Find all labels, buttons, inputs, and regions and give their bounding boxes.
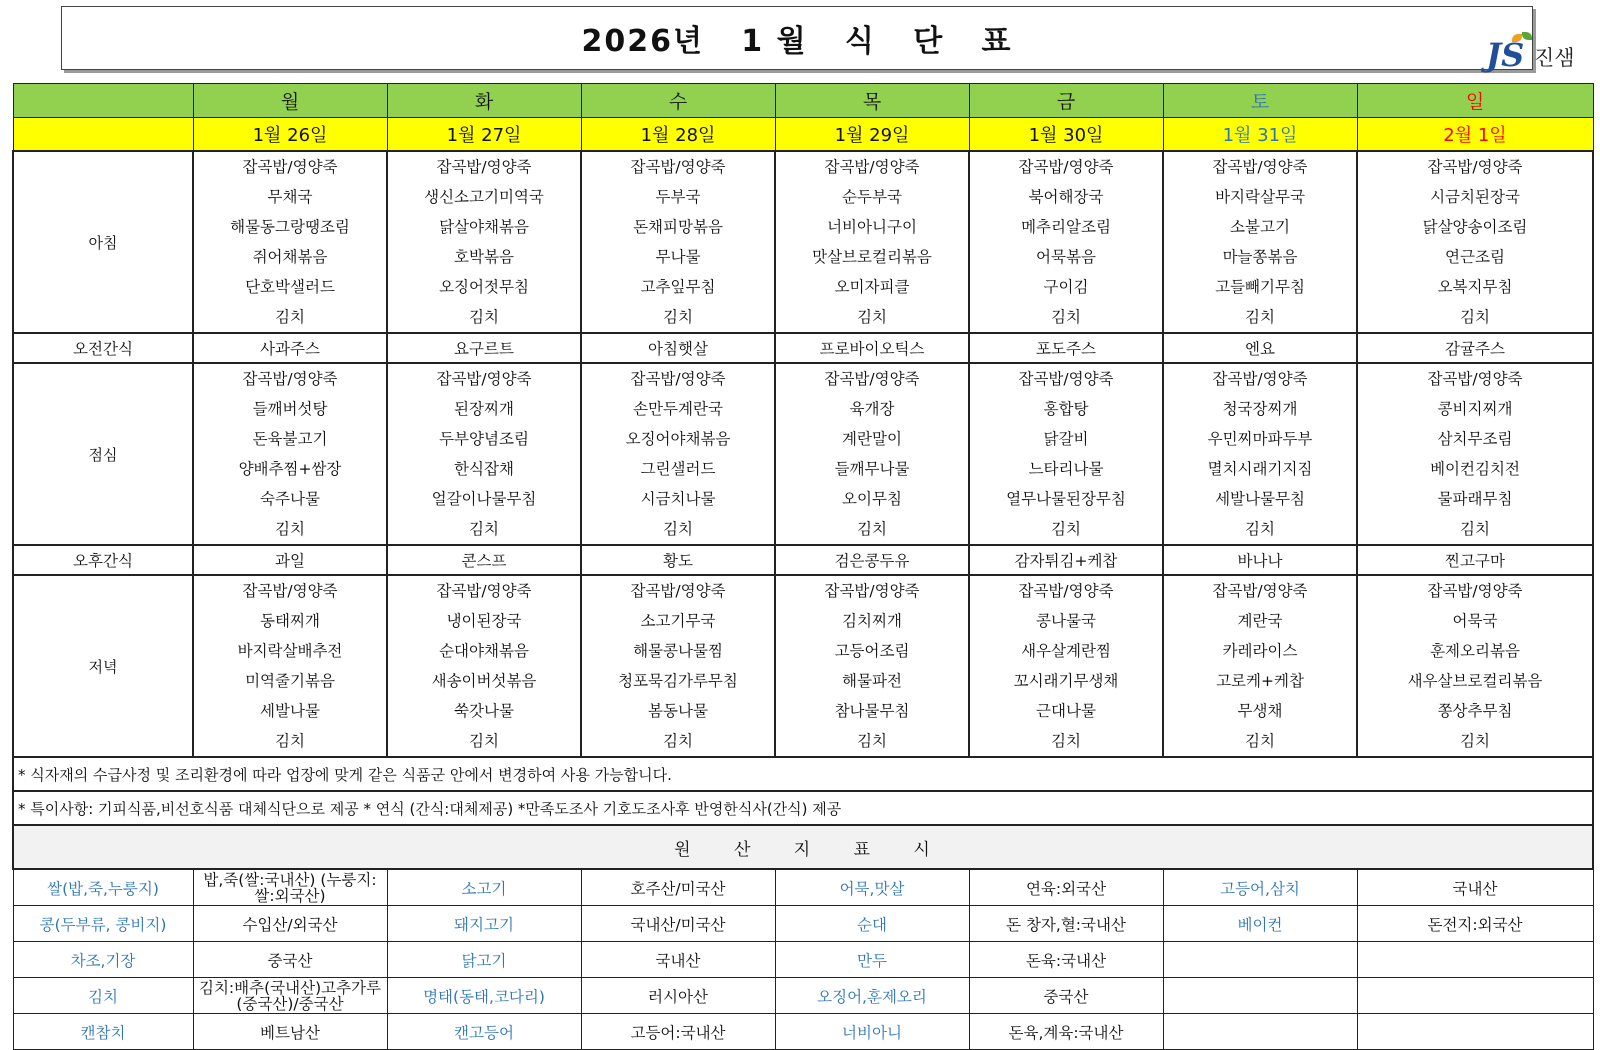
menu-item: 호박볶음 xyxy=(454,248,514,266)
menu-item: 계란국 xyxy=(1237,612,1283,630)
menu-item: 김치 xyxy=(663,308,693,326)
menu-item: 잡곡밥/영양죽 xyxy=(1212,158,1308,176)
menu-item: 콩나물국 xyxy=(1036,612,1096,630)
snack-item: 프로바이오틱스 xyxy=(775,333,969,363)
menu-item: 무생채 xyxy=(1237,702,1283,720)
menu-item: 청국장찌개 xyxy=(1222,400,1298,418)
date-sat: 1월 31일 xyxy=(1163,118,1357,152)
snack-item: 아침햇살 xyxy=(581,333,775,363)
day-header-row xyxy=(13,84,1593,118)
menu-item: 김치 xyxy=(275,732,305,750)
meal-cell xyxy=(581,363,775,545)
origin-country: 러시아산 xyxy=(581,978,775,1014)
menu-item: 두부국 xyxy=(655,188,701,206)
meal-cell xyxy=(1163,151,1357,333)
menu-item: 어묵볶음 xyxy=(1036,248,1096,266)
origin-country xyxy=(1357,978,1593,1014)
origin-country: 호주산/미국산 xyxy=(581,869,775,906)
menu-item: 무채국 xyxy=(267,188,313,206)
menu-item: 청포묵김가루무침 xyxy=(618,672,738,690)
company-logo xyxy=(1486,36,1596,76)
snack-item: 찐고구마 xyxy=(1357,545,1593,575)
menu-item: 물파래무침 xyxy=(1437,490,1513,508)
menu-item: 새우살브로컬리볶음 xyxy=(1407,672,1543,690)
menu-item: 김치 xyxy=(469,732,499,750)
meal-cell xyxy=(581,575,775,757)
origin-country: 수입산/외국산 xyxy=(193,906,387,942)
date-mon: 1월 26일 xyxy=(193,118,387,152)
menu-item: 잡곡밥/영양죽 xyxy=(630,158,726,176)
date-tue: 1월 27일 xyxy=(387,118,581,152)
menu-item: 새송이버섯볶음 xyxy=(431,672,537,690)
origin-food: 고등어,삼치 xyxy=(1163,869,1357,906)
menu-item: 김치 xyxy=(1245,732,1275,750)
origin-country: 국내산/미국산 xyxy=(581,906,775,942)
note-row xyxy=(13,757,1593,791)
menu-item: 콩비지찌개 xyxy=(1437,400,1513,418)
menu-item: 계란말이 xyxy=(842,430,902,448)
note-text: * 특이사항: 기피식품,비선호식품 대체식단으로 제공 * 연식 (간식:대체제공) *만족도조사 기호도조사후 반영한식사(간식) 제공 xyxy=(13,791,1593,825)
meal-cell xyxy=(387,363,581,545)
menu-item: 고추잎무침 xyxy=(640,278,716,296)
day-tue: 화 xyxy=(387,84,581,118)
menu-item: 잡곡밥/영양죽 xyxy=(824,370,920,388)
menu-item: 북어해장국 xyxy=(1028,188,1104,206)
menu-item: 삼치무조림 xyxy=(1437,430,1513,448)
snack-row-pm_snack xyxy=(13,545,1593,575)
origin-food: 오징어,훈제오리 xyxy=(775,978,969,1014)
menu-item: 잡곡밥/영양죽 xyxy=(1427,370,1523,388)
menu-item: 순대야채볶음 xyxy=(439,642,529,660)
menu-item: 고들빼기무침 xyxy=(1215,278,1305,296)
origin-food: 만두 xyxy=(775,942,969,978)
menu-item: 순두부국 xyxy=(842,188,902,206)
menu-item: 돈육불고기 xyxy=(252,430,328,448)
meal-cell xyxy=(1357,151,1593,333)
meal-cell xyxy=(193,575,387,757)
menu-table xyxy=(12,83,1594,1050)
origin-row xyxy=(13,906,1593,942)
menu-item: 쑥갓나물 xyxy=(454,702,514,720)
snack-row-am_snack xyxy=(13,333,1593,363)
note-row xyxy=(13,791,1593,825)
date-header-row xyxy=(13,118,1593,152)
corner-cell-2 xyxy=(13,118,193,152)
menu-item: 해물동그랑땡조림 xyxy=(230,218,350,236)
menu-item: 잡곡밥/영양죽 xyxy=(1018,370,1114,388)
menu-item: 시금치된장국 xyxy=(1430,188,1520,206)
menu-item: 김치 xyxy=(1460,520,1490,538)
title-box xyxy=(61,6,1533,70)
menu-item: 어묵국 xyxy=(1452,612,1498,630)
menu-item: 무나물 xyxy=(655,248,701,266)
menu-item: 김치 xyxy=(1051,308,1081,326)
menu-item: 고등어조림 xyxy=(834,642,910,660)
menu-item: 김치 xyxy=(469,308,499,326)
menu-item: 잡곡밥/영양죽 xyxy=(242,370,338,388)
menu-item: 김치 xyxy=(663,520,693,538)
origin-food xyxy=(1163,942,1357,978)
origin-food: 너비아니 xyxy=(775,1014,969,1050)
menu-item: 잡곡밥/영양죽 xyxy=(1018,582,1114,600)
menu-item: 냉이된장국 xyxy=(446,612,522,630)
logo-name: 진샘 xyxy=(1534,46,1575,70)
menu-item: 김치 xyxy=(1245,308,1275,326)
menu-item: 동태찌개 xyxy=(260,612,320,630)
meal-label: 점심 xyxy=(13,363,193,545)
meal-cell xyxy=(775,151,969,333)
origin-row xyxy=(13,942,1593,978)
origin-title: 원 산 지 표 시 xyxy=(13,825,1593,869)
date-thu: 1월 29일 xyxy=(775,118,969,152)
day-thu: 목 xyxy=(775,84,969,118)
menu-item: 단호박샐러드 xyxy=(245,278,335,296)
menu-item: 잡곡밥/영양죽 xyxy=(1427,582,1523,600)
meal-cell xyxy=(193,151,387,333)
meal-cell xyxy=(1163,363,1357,545)
snack-item: 과일 xyxy=(193,545,387,575)
menu-item: 소고기무국 xyxy=(640,612,716,630)
menu-item: 손만두계란국 xyxy=(633,400,723,418)
menu-item: 세발나물 xyxy=(260,702,320,720)
menu-item: 김치 xyxy=(663,732,693,750)
meal-cell xyxy=(775,575,969,757)
menu-item: 봄동나물 xyxy=(648,702,708,720)
origin-country: 고등어:국내산 xyxy=(581,1014,775,1050)
day-sun: 일 xyxy=(1357,84,1593,118)
menu-item: 돈채피망볶음 xyxy=(633,218,723,236)
menu-item: 새우살계란찜 xyxy=(1021,642,1111,660)
origin-country: 중국산 xyxy=(969,978,1163,1014)
menu-item: 너비아니구이 xyxy=(827,218,917,236)
origin-country: 돈전지:외국산 xyxy=(1357,906,1593,942)
meal-cell xyxy=(387,151,581,333)
date-wed: 1월 28일 xyxy=(581,118,775,152)
origin-food: 베이컨 xyxy=(1163,906,1357,942)
origin-food: 차조,기장 xyxy=(13,942,193,978)
menu-item: 메추리알조림 xyxy=(1021,218,1111,236)
menu-item: 잡곡밥/영양죽 xyxy=(630,582,726,600)
snack-label: 오후간식 xyxy=(13,545,193,575)
menu-item: 바지락살배추전 xyxy=(237,642,343,660)
menu-item: 미역줄기볶음 xyxy=(245,672,335,690)
menu-item: 잡곡밥/영양죽 xyxy=(1212,370,1308,388)
menu-item: 근대나물 xyxy=(1036,702,1096,720)
snack-item: 바나나 xyxy=(1163,545,1357,575)
menu-item: 멸치시래기지짐 xyxy=(1207,460,1313,478)
menu-item: 잡곡밥/영양죽 xyxy=(436,158,532,176)
date-fri: 1월 30일 xyxy=(969,118,1163,152)
snack-item: 포도주스 xyxy=(969,333,1163,363)
snack-item: 감자튀김+케찹 xyxy=(969,545,1163,575)
menu-item: 김치 xyxy=(1460,732,1490,750)
menu-item: 잡곡밥/영양죽 xyxy=(436,582,532,600)
menu-item: 김치 xyxy=(275,308,305,326)
snack-item: 엔요 xyxy=(1163,333,1357,363)
snack-item: 요구르트 xyxy=(387,333,581,363)
origin-header-row xyxy=(13,825,1593,869)
meal-cell xyxy=(969,151,1163,333)
menu-item: 잡곡밥/영양죽 xyxy=(242,158,338,176)
menu-item: 오징어야채볶음 xyxy=(625,430,731,448)
corner-cell xyxy=(13,84,193,118)
menu-item: 오이무침 xyxy=(842,490,902,508)
menu-item: 김치 xyxy=(469,520,499,538)
meal-cell xyxy=(1163,575,1357,757)
menu-item: 잡곡밥/영양죽 xyxy=(824,582,920,600)
menu-item: 숙주나물 xyxy=(260,490,320,508)
menu-item: 오복지무침 xyxy=(1437,278,1513,296)
origin-food: 콩(두부류, 콩비지) xyxy=(13,906,193,942)
snack-item: 감귤주스 xyxy=(1357,333,1593,363)
menu-item: 잡곡밥/영양죽 xyxy=(630,370,726,388)
origin-country: 돈육:국내산 xyxy=(969,942,1163,978)
origin-food: 캔참치 xyxy=(13,1014,193,1050)
meal-label: 저녁 xyxy=(13,575,193,757)
day-wed: 수 xyxy=(581,84,775,118)
snack-label: 오전간식 xyxy=(13,333,193,363)
menu-item: 시금치나물 xyxy=(640,490,716,508)
date-sun: 2월 1일 xyxy=(1357,118,1593,152)
day-fri: 금 xyxy=(969,84,1163,118)
origin-food: 쌀(밥,죽,누룽지) xyxy=(13,869,193,906)
menu-item: 한식잡채 xyxy=(454,460,514,478)
meal-cell xyxy=(775,363,969,545)
menu-item: 김치 xyxy=(857,520,887,538)
snack-item: 콘스프 xyxy=(387,545,581,575)
menu-item: 두부양념조림 xyxy=(439,430,529,448)
menu-item: 오징어젓무침 xyxy=(439,278,529,296)
menu-item: 얼갈이나물무침 xyxy=(431,490,537,508)
menu-item: 잡곡밥/영양죽 xyxy=(436,370,532,388)
origin-food: 소고기 xyxy=(387,869,581,906)
menu-item: 육개장 xyxy=(849,400,895,418)
snack-item: 황도 xyxy=(581,545,775,575)
menu-item: 된장찌개 xyxy=(454,400,514,418)
menu-item: 양배추찜+쌈장 xyxy=(238,460,342,478)
meal-row-lunch xyxy=(13,363,1593,545)
origin-country: 중국산 xyxy=(193,942,387,978)
menu-item: 꼬시래기무생채 xyxy=(1013,672,1119,690)
page-title: 2026년 1 월 식 단 표 xyxy=(581,24,1013,59)
origin-country xyxy=(1357,942,1593,978)
note-text: * 식자재의 수급사정 및 조리환경에 따라 업장에 맞게 같은 식품군 안에서 변경하여 사용 가능합니다. xyxy=(13,757,1593,791)
origin-country xyxy=(1357,1014,1593,1050)
meal-cell xyxy=(969,363,1163,545)
menu-item: 잡곡밥/영양죽 xyxy=(1212,582,1308,600)
menu-item: 오미자피클 xyxy=(834,278,910,296)
meal-cell xyxy=(969,575,1163,757)
menu-item: 잡곡밥/영양죽 xyxy=(242,582,338,600)
meal-cell xyxy=(387,575,581,757)
menu-item: 해물콩나물찜 xyxy=(633,642,723,660)
menu-item: 잡곡밥/영양죽 xyxy=(1018,158,1114,176)
meal-row-dinner xyxy=(13,575,1593,757)
menu-item: 김치찌개 xyxy=(842,612,902,630)
menu-item: 김치 xyxy=(1051,520,1081,538)
origin-food: 닭고기 xyxy=(387,942,581,978)
origin-food: 순대 xyxy=(775,906,969,942)
origin-row xyxy=(13,1014,1593,1050)
origin-row xyxy=(13,869,1593,906)
origin-country: 돈 창자,혈:국내산 xyxy=(969,906,1163,942)
origin-food: 김치 xyxy=(13,978,193,1014)
menu-item: 그린샐러드 xyxy=(640,460,716,478)
logo-mark: JS xyxy=(1486,36,1525,74)
meal-cell xyxy=(581,151,775,333)
origin-food: 캔고등어 xyxy=(387,1014,581,1050)
menu-item: 닭살야채볶음 xyxy=(439,218,529,236)
menu-item: 잡곡밥/영양죽 xyxy=(1427,158,1523,176)
meal-cell xyxy=(193,363,387,545)
menu-item: 베이컨김치전 xyxy=(1430,460,1520,478)
menu-item: 느타리나물 xyxy=(1028,460,1104,478)
menu-item: 닭갈비 xyxy=(1043,430,1089,448)
origin-country: 국내산 xyxy=(1357,869,1593,906)
menu-item: 우민찌마파두부 xyxy=(1207,430,1313,448)
menu-item: 쥐어채볶음 xyxy=(252,248,328,266)
origin-food: 명태(동태,코다리) xyxy=(387,978,581,1014)
menu-item: 생신소고기미역국 xyxy=(424,188,544,206)
menu-item: 고로케+케찹 xyxy=(1216,672,1304,690)
origin-food xyxy=(1163,978,1357,1014)
day-mon: 월 xyxy=(193,84,387,118)
origin-row xyxy=(13,978,1593,1014)
menu-item: 들깨무나물 xyxy=(834,460,910,478)
origin-country: 베트남산 xyxy=(193,1014,387,1050)
menu-item: 김치 xyxy=(1460,308,1490,326)
origin-country: 연육:외국산 xyxy=(969,869,1163,906)
menu-item: 세발나물무침 xyxy=(1215,490,1305,508)
menu-item: 카레라이스 xyxy=(1222,642,1298,660)
origin-country: 국내산 xyxy=(581,942,775,978)
snack-item: 검은콩두유 xyxy=(775,545,969,575)
snack-item: 사과주스 xyxy=(193,333,387,363)
menu-item: 연근조림 xyxy=(1445,248,1505,266)
menu-item: 닭살양송이조림 xyxy=(1422,218,1528,236)
origin-country: 김치:배추(국내산)고추가루(중국산)/중국산 xyxy=(193,978,387,1014)
meal-label: 아침 xyxy=(13,151,193,333)
menu-item: 홍합탕 xyxy=(1043,400,1089,418)
menu-item: 맛살브로컬리볶음 xyxy=(812,248,932,266)
menu-item: 훈제오리볶음 xyxy=(1430,642,1520,660)
menu-item: 김치 xyxy=(857,732,887,750)
menu-item: 해물파전 xyxy=(842,672,902,690)
origin-food: 돼지고기 xyxy=(387,906,581,942)
menu-item: 참나물무침 xyxy=(834,702,910,720)
day-sat: 토 xyxy=(1163,84,1357,118)
meal-cell xyxy=(1357,363,1593,545)
menu-item: 소불고기 xyxy=(1230,218,1290,236)
meal-row-breakfast xyxy=(13,151,1593,333)
origin-food xyxy=(1163,1014,1357,1050)
menu-item: 김치 xyxy=(1245,520,1275,538)
menu-item: 잡곡밥/영양죽 xyxy=(824,158,920,176)
menu-item: 김치 xyxy=(857,308,887,326)
origin-food: 어묵,맛살 xyxy=(775,869,969,906)
meal-cell xyxy=(1357,575,1593,757)
menu-item: 들깨버섯탕 xyxy=(252,400,328,418)
menu-item: 김치 xyxy=(275,520,305,538)
menu-item: 바지락살무국 xyxy=(1215,188,1305,206)
menu-item: 구이김 xyxy=(1043,278,1089,296)
menu-item: 열무나물된장무침 xyxy=(1006,490,1126,508)
menu-item: 마늘쫑볶음 xyxy=(1222,248,1298,266)
menu-item: 김치 xyxy=(1051,732,1081,750)
menu-item: 쫑상추무침 xyxy=(1437,702,1513,720)
origin-country: 밥,죽(쌀:국내산) (누룽지:쌀:외국산) xyxy=(193,869,387,906)
origin-country: 돈육,계육:국내산 xyxy=(969,1014,1163,1050)
